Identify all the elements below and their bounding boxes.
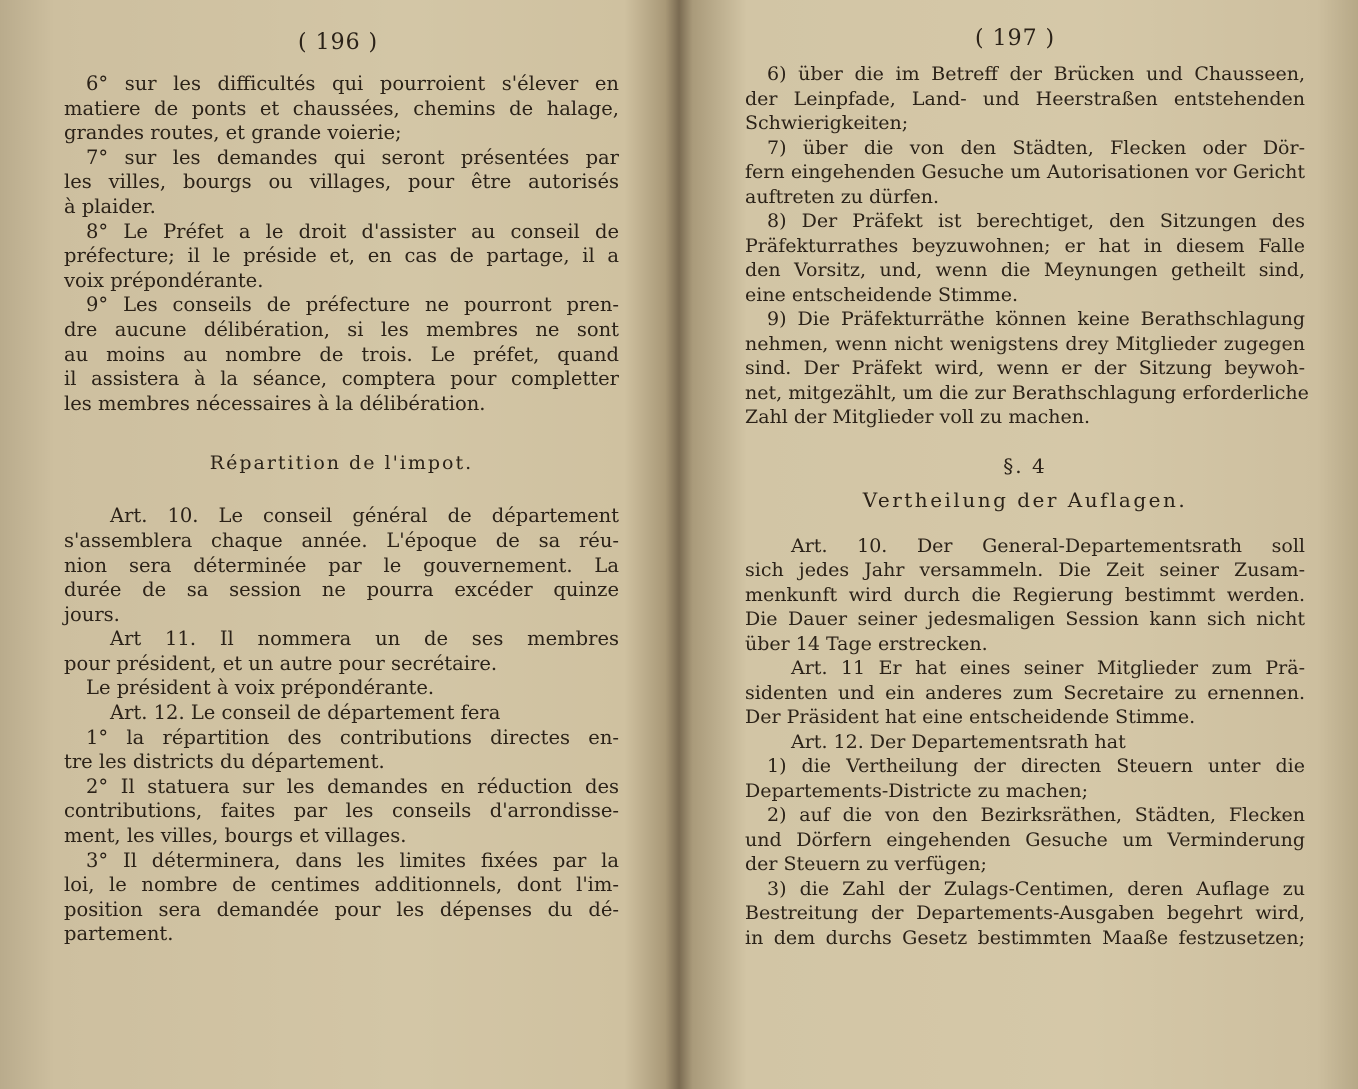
text-line: préfecture; il le préside et, en cas de partage, il a: [64, 244, 619, 268]
text-line: sich jedes Jahr versammeln. Die Zeit seiner Zusam-: [745, 559, 1305, 581]
text-line: 9° Les conseils de préfecture ne pourront pren-: [86, 293, 619, 317]
text-line: 8° Le Préfet a le droit d'assister au conseil de: [86, 219, 619, 243]
text-line: les villes, bourgs ou villages, pour être autorisés: [64, 170, 619, 194]
text-line: 2° Il statuera sur les demandes en réduction des: [86, 774, 619, 798]
text-line: Zahl der Mitglieder voll zu machen.: [745, 406, 1091, 428]
text-line: 2) auf die von den Bezirksräthen, Städten, Flecken: [767, 804, 1305, 826]
text-line: Art. 12. Le conseil de département fera: [110, 701, 501, 725]
text-line: Art. 10. Le conseil général de département: [110, 504, 619, 528]
section-heading: Répartition de l'impot.: [209, 452, 474, 475]
text-line: Art 11. Il nommera un de ses membres: [110, 627, 619, 651]
text-line: Departements-Districte zu machen;: [745, 779, 1089, 802]
text-line: voix prépondérante.: [64, 268, 264, 292]
text-line: 7) über die von den Städten, Flecken oder Dör-: [767, 136, 1305, 159]
text-line: Le président à voix prépondérante.: [86, 676, 435, 700]
text-line: il assistera à la séance, comptera pour completter: [64, 367, 619, 391]
text-line: Der Präsident hat eine entscheidende Stimme.: [745, 706, 1196, 728]
text-line: auftreten zu dürfen.: [745, 185, 940, 208]
text-line: Art. 12. Der Departementsrath hat: [791, 730, 1126, 753]
left-page-text: [64, 72, 619, 947]
text-line: 1) die Vertheilung der directen Steuern unter die: [767, 755, 1305, 777]
text-line: partement.: [64, 922, 174, 946]
text-line: 7° sur les demandes qui seront présentées par: [86, 145, 619, 169]
text-line: tre les districts du département.: [64, 750, 385, 774]
text-line: Bestreitung der Departements-Ausgaben begehrt wird,: [745, 902, 1305, 924]
text-line: au moins au nombre de trois. Le préfet, quand: [64, 342, 619, 366]
text-line: 9) Die Präfekturräthe können keine Berathschlagung: [767, 308, 1305, 330]
text-line: jours.: [64, 602, 120, 626]
left-page: [0, 0, 668, 1089]
text-line: contributions, faites par les conseils d'arrondisse-: [64, 799, 619, 823]
text-line: net, mitgezählt, um die zur Berathschlagung erforderliche: [745, 381, 1309, 404]
right-page-text: [745, 62, 1309, 950]
text-line: und Dörfern eingehenden Gesuche um Verminderung: [745, 828, 1305, 851]
right-page-number: ( 197 ): [975, 26, 1056, 51]
text-line: ment, les villes, bourgs et villages.: [64, 824, 407, 848]
text-line: grandes routes, et grande voierie;: [64, 121, 402, 145]
left-page-number: ( 196 ): [298, 30, 379, 55]
text-line: matiere de ponts et chaussées, chemins de halage,: [64, 96, 619, 120]
text-line: in dem durchs Gesetz bestimmten Maaße festzusetzen;: [745, 926, 1305, 949]
text-line: à plaider.: [64, 194, 156, 218]
text-line: durée de sa session ne pourra excéder quinze: [64, 578, 619, 602]
text-line: fern eingehenden Gesuche um Autorisationen vor Gericht: [745, 161, 1305, 183]
text-line: den Vorsitz, und, wenn die Meynungen getheilt sind,: [745, 259, 1305, 281]
text-line: dre aucune délibération, si les membres ne sont: [64, 317, 619, 341]
text-line: s'assemblera chaque année. L'époque de sa réu-: [64, 528, 619, 552]
text-line: 3) die Zahl der Zulags-Centimen, deren Auflage zu: [767, 877, 1305, 900]
section-sign: §. 4: [1003, 453, 1047, 478]
text-line: sidenten und ein anderes zum Secretaire zu ernennen.: [745, 681, 1305, 704]
text-line: menkunft wird durch die Regierung bestimmt werden.: [745, 583, 1305, 606]
text-line: eine entscheidende Stimme.: [745, 283, 1019, 306]
text-line: Art. 10. Der General-Departementsrath soll: [791, 534, 1305, 557]
text-line: position sera demandée pour les dépenses du dé-: [64, 897, 619, 921]
text-line: nion sera déterminée par le gouvernement. La: [64, 553, 619, 577]
section-heading: Vertheilung der Auflagen.: [862, 487, 1188, 512]
text-line: über 14 Tage erstrecken.: [745, 632, 988, 655]
text-line: der Leinpfade, Land- und Heerstraßen entstehenden: [745, 87, 1305, 110]
text-line: 6) über die im Betreff der Brücken und Chausseen,: [767, 63, 1305, 85]
text-line: 3° Il déterminera, dans les limites fixées par la: [86, 848, 619, 872]
text-line: sind. Der Präfekt wird, wenn er der Sitzung beywoh-: [745, 357, 1305, 379]
text-line: Präfekturrathes beyzuwohnen; er hat in diesem Falle: [745, 234, 1305, 257]
text-line: Art. 11 Er hat eines seiner Mitglieder zum Prä-: [791, 657, 1305, 679]
text-line: les membres nécessaires à la délibération.: [64, 391, 486, 415]
text-line: 1° la répartition des contributions directes en-: [86, 725, 619, 749]
right-page: [690, 0, 1358, 1089]
text-line: 6° sur les difficultés qui pourroient s'élever en: [86, 72, 619, 95]
text-line: nehmen, wenn nicht wenigstens drey Mitglieder zugegen: [745, 332, 1305, 355]
text-line: pour président, et un autre pour secrétaire.: [64, 651, 498, 675]
text-line: der Steuern zu verfügen;: [745, 853, 987, 875]
text-line: Die Dauer seiner jedesmaligen Session kann sich nicht: [745, 608, 1305, 630]
text-line: Schwierigkeiten;: [745, 112, 909, 134]
text-line: loi, le nombre de centimes additionnels, dont l'im-: [64, 873, 619, 897]
text-line: 8) Der Präfekt ist berechtiget, den Sitzungen des: [767, 210, 1305, 232]
